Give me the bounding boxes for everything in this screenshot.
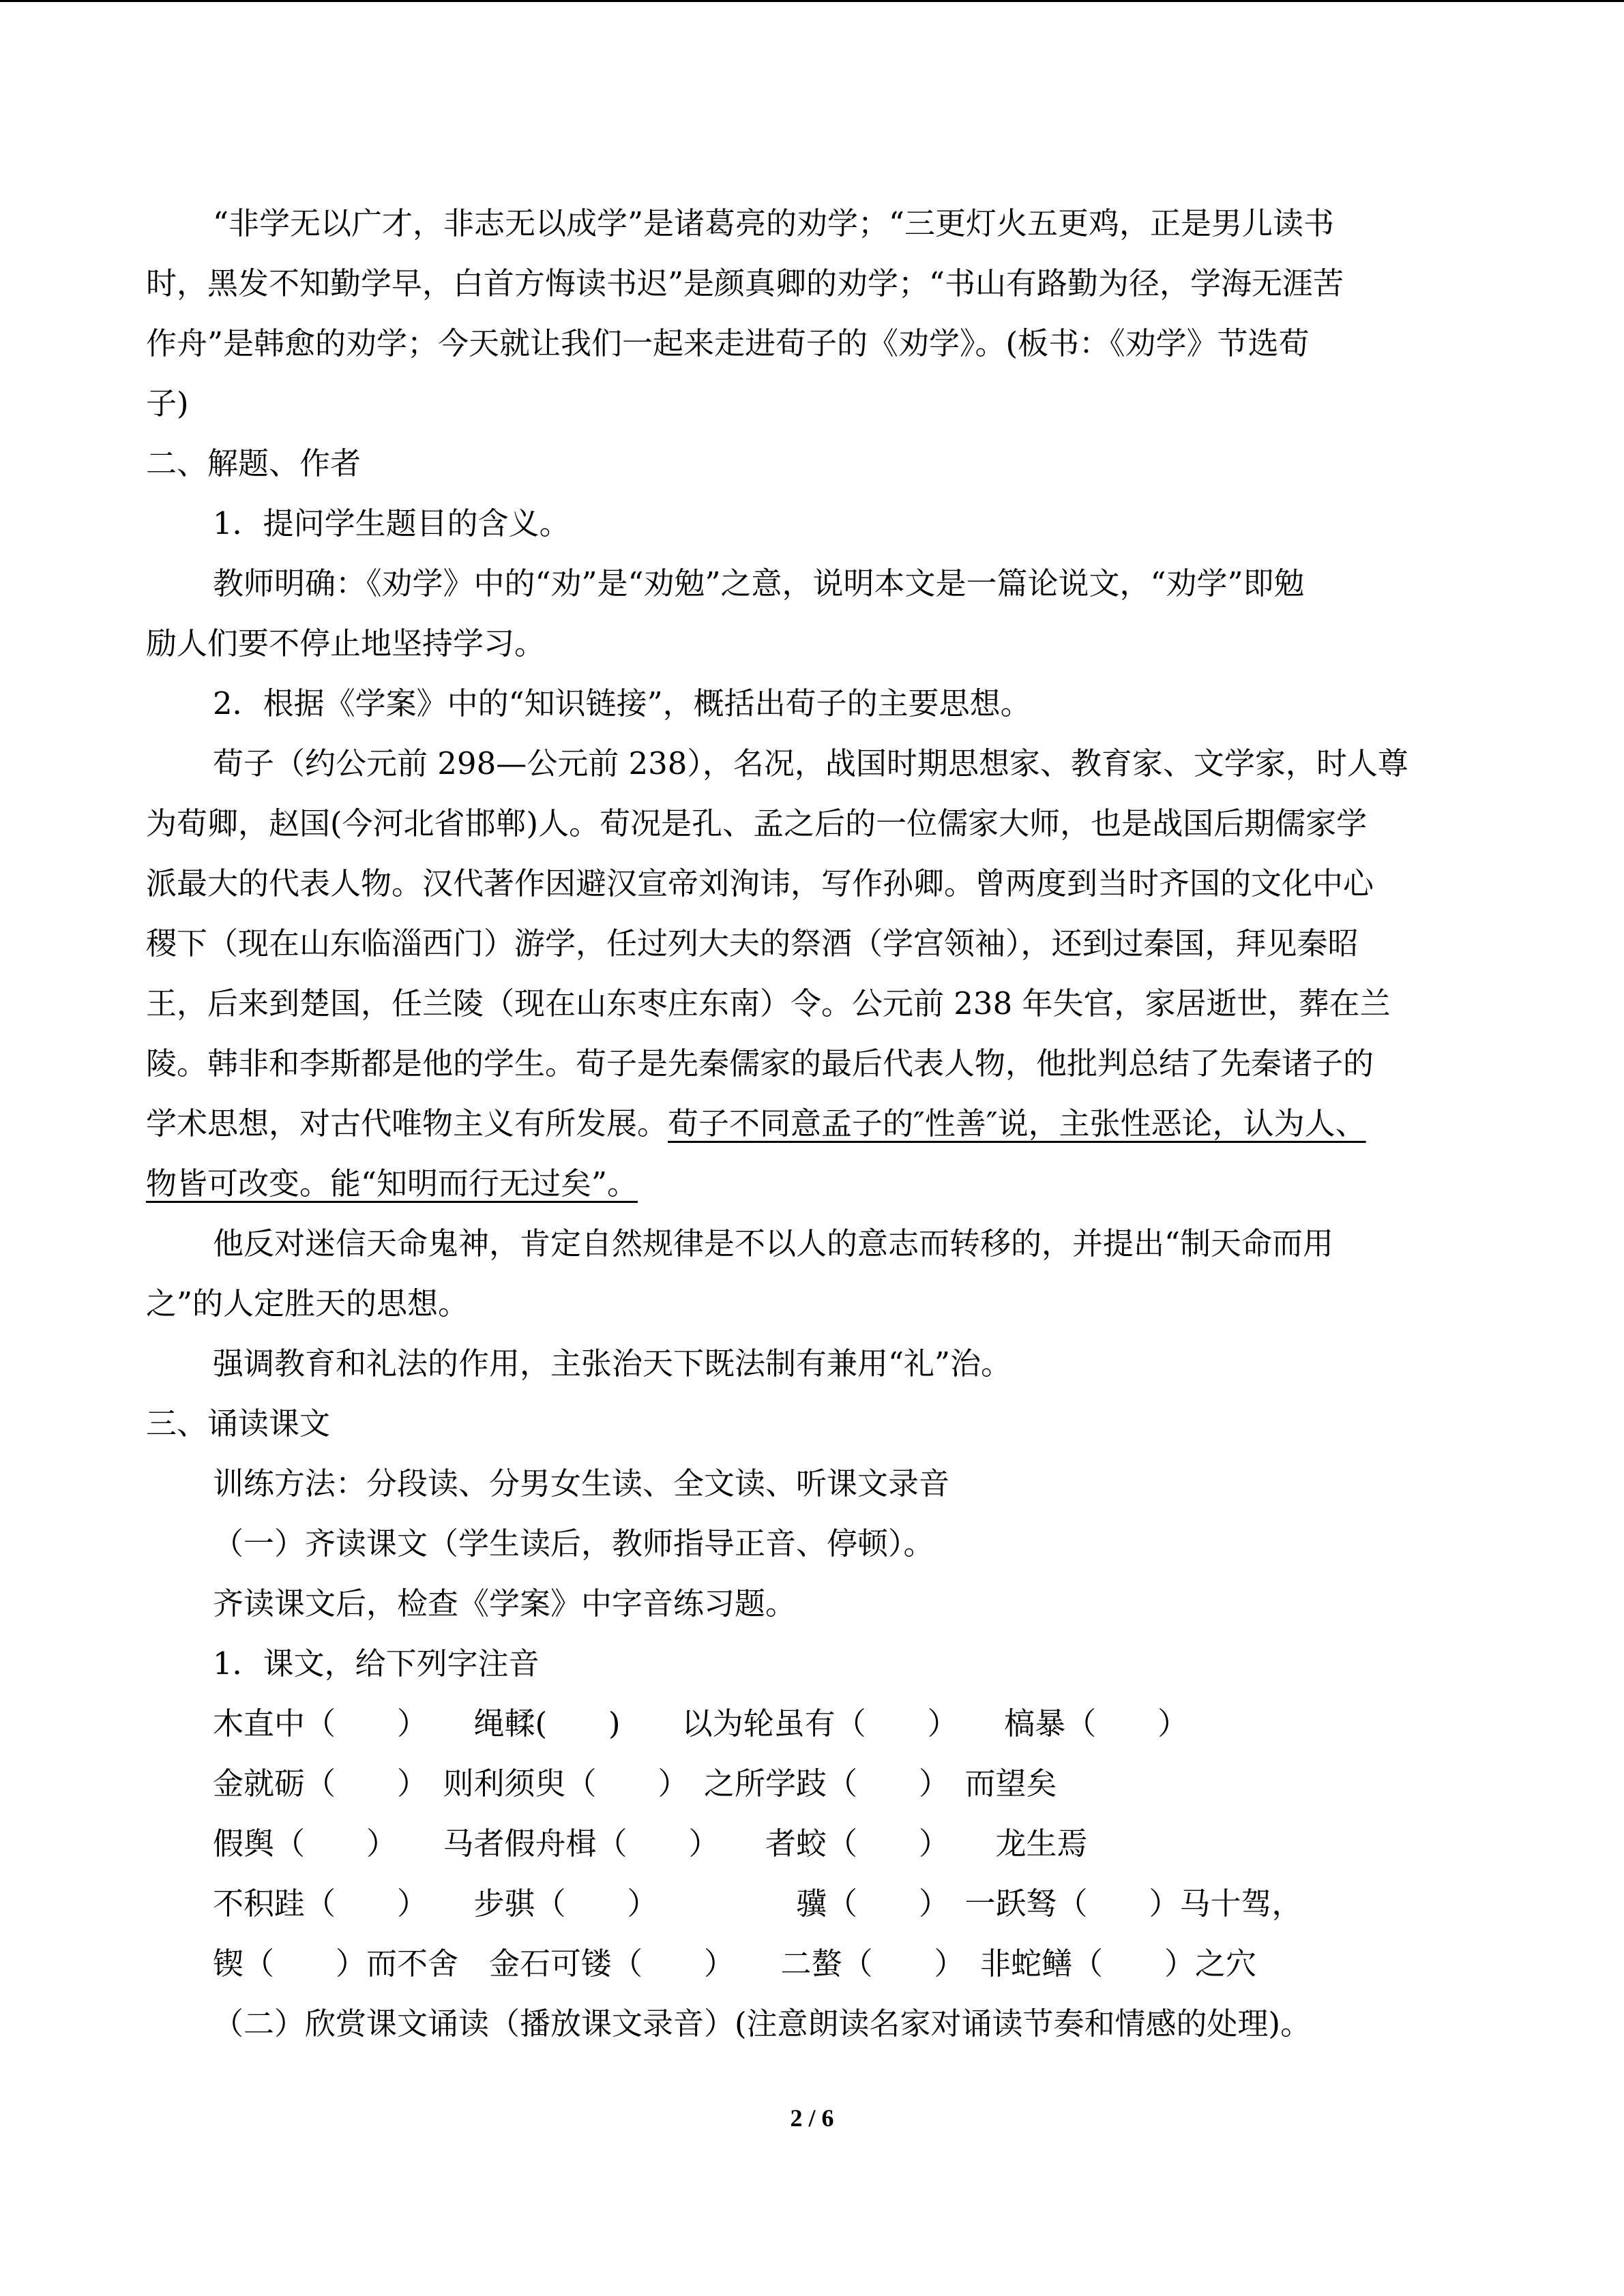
page-number: 2 / 6: [790, 2104, 834, 2132]
underlined-text: 物皆可改变。能“知明而行无过矣”。: [146, 1165, 638, 1202]
text-line: 1．课文，给下列字注音: [213, 1645, 540, 1682]
text-line: （二）欣赏课文诵读（播放课文录音）(注意朗读名家对诵读节奏和情感的处理)。: [213, 2006, 1312, 2042]
text-line: （一）齐读课文（学生读后，教师指导正音、停顿）。: [213, 1525, 934, 1562]
section-heading: 三、诵读课文: [146, 1405, 331, 1442]
text-line: 齐读课文后，检查《学案》中字音练习题。: [213, 1585, 797, 1622]
text-line: 稷下（现在山东临淄西门）游学，任过列大夫的祭酒（学宫领袖），还到过秦国，拜见秦昭: [146, 925, 1359, 961]
text-line: [146, 1165, 638, 1206]
exercise-line: 锲（ ）而不舍 金石可镂（ ） 二螯（ ） 非蛇鳝（ ）之穴: [213, 1945, 1257, 1982]
text-line: 陵。韩非和李斯都是他的学生。荀子是先秦儒家的最后代表人物，他批判总结了先秦诸子的: [146, 1045, 1374, 1082]
text-segment: 学术思想，对古代唯物主义有所发展。: [146, 1105, 668, 1142]
exercise-line: 金就砺（ ） 则利须臾（ ） 之所学跂（ ） 而望矣: [213, 1765, 1057, 1802]
text-line: 子): [146, 385, 189, 421]
text-line: 之”的人定胜天的思想。: [146, 1285, 469, 1322]
text-line-with-underline: [146, 1105, 1366, 1146]
underlined-text: 荀子不同意孟子的″性善″说，主张性恶论，认为人、: [668, 1105, 1366, 1142]
text-line: 作舟”是韩愈的劝学；今天就让我们一起来走进荀子的《劝学》。(板书：《劝学》节选荀: [146, 325, 1310, 361]
text-line: 他反对迷信天命鬼神，肯定自然规律是不以人的意志而转移的，并提出“制天命而用: [213, 1225, 1334, 1262]
exercise-line: 不积跬（ ） 步骐（ ） 骥（ ） 一跃驽（ ）马十驾，: [213, 1885, 1303, 1922]
text-line: 教师明确：《劝学》中的“劝”是“劝勉”之意，说明本文是一篇论说文，“劝学”即勉: [213, 565, 1305, 601]
exercise-line: 木直中（ ） 绳輮( ) 以为轮虽有（ ） 槁暴（ ）: [213, 1705, 1189, 1742]
text-line: 强调教育和礼法的作用，主张治天下既法制有兼用“礼”治。: [213, 1345, 1012, 1382]
text-line: 训练方法：分段读、分男女生读、全文读、听课文录音: [213, 1465, 950, 1502]
text-line: 2．根据《学案》中的“知识链接”，概括出荀子的主要思想。: [213, 685, 1031, 721]
text-line: 王，后来到楚国，任兰陵（现在山东枣庄东南）令。公元前 238 年失官，家居逝世，葬在兰: [146, 985, 1391, 1022]
exercise-line: 假舆（ ） 马者假舟楫（ ） 者蛟（ ） 龙生焉: [213, 1825, 1088, 1862]
text-line: “非学无以广才，非志无以成学”是诸葛亮的劝学；“三更灯火五更鸡，正是男儿读书: [213, 205, 1335, 241]
text-line: 派最大的代表人物。汉代著作因避汉宣帝刘洵讳，写作孙卿。曾两度到当时齐国的文化中心: [146, 865, 1374, 901]
text-line: 荀子（约公元前 298—公元前 238），名况，战国时期思想家、教育家、文学家，时人尊: [213, 745, 1408, 781]
section-heading: 二、解题、作者: [146, 445, 361, 481]
text-line: 1．提问学生题目的含义。: [213, 505, 570, 541]
text-line: 时，黑发不知勤学早，白首方悔读书迟”是颜真卿的劝学；“书山有路勤为径，学海无涯苦: [146, 265, 1344, 301]
text-line: 为荀卿，赵国(今河北省邯郸)人。荀况是孔、孟之后的一位儒家大师，也是战国后期儒家学: [146, 805, 1368, 841]
page-top-border: [0, 0, 1624, 2]
text-line: 励人们要不停止地坚持学习。: [146, 625, 546, 661]
